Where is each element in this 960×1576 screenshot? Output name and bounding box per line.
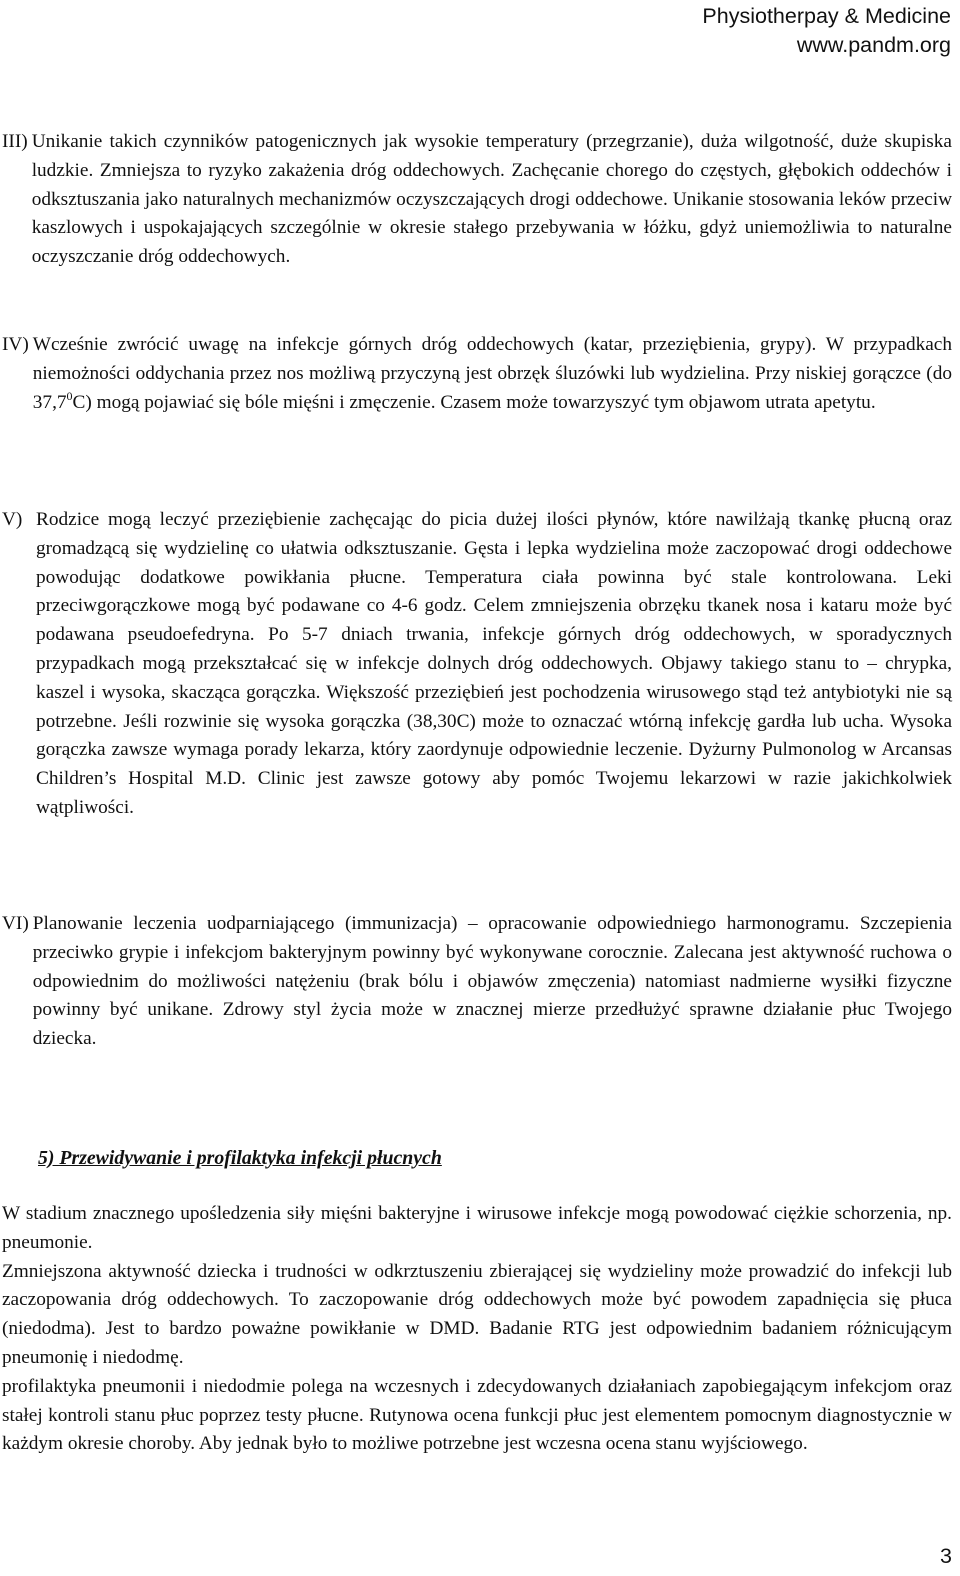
degree-superscript: 0 bbox=[66, 388, 73, 403]
page-header bbox=[702, 2, 951, 60]
section-number: III) bbox=[2, 131, 28, 152]
body-paragraph: Zmniejszona aktywność dziecka i trudności w odkrztuszeniu zbierającej się wydzieliny może prowadzić do infekcji lub zaczopowania dróg oddechowych. To zaczopowanie dróg oddechowych może być powodem zapadnięcia się płuca (niedodma). Jest to bardzo poważne powikłanie w DMD. Badanie RTG jest odpowiednim badaniem różnicującym pneumonię i niedodmę. bbox=[2, 1260, 952, 1368]
section-text: Rodzice mogą leczyć przeziębienie zachęcając do picia dużej ilości płynów, które nawilżają tkankę płucną oraz gromadzącą się wydzielinę co ułatwia odksztuszanie. Gęsta i lepka wydzielina może zaczopować drogi oddechowe powodując dodatkowe powikłania płucne. Temperatura ciała powinna być stale kontrolowana. Leki przeciwgorączkowe mogą być podawane co 4-6 godz. Celem zmniejszenia obrzęku tkanek nosa i kataru może być podawana pseudoefedryna. Po 5-7 dniach trwania, infekcje górnych dróg oddechowych, w sporadycznych przypadkach mogą przekształcać się w infekcje dolnych dróg oddechowych. Objawy takiego stanu to – chrypka, kaszel i wysoka, skacząca gorączka. Większość przeziębień jest pochodzenia wirusowego stąd też antybiotyki nie są potrzebne. Jeśli rozwinie się wysoka gorączka (38,30C) może to oznaczać wtórną infekcję gardła lub ucha. Wysoka gorączka zawsze wymaga porady lekarza, który zaordynuje odpowiednie leczenie. Dyżurny Pulmonolog w Arcansas Children’s Hospital M.D. Clinic jest zawsze gotowy aby pomóc Twojemu lekarzowi w razie jakichkolwiek wątpliwości. bbox=[36, 509, 952, 818]
section-number: IV) bbox=[2, 334, 29, 355]
section-heading: 5) Przewidywanie i profilaktyka infekcji płucnych bbox=[38, 1147, 442, 1169]
header-title: Physiotherpay & Medicine bbox=[702, 4, 951, 28]
section-number: VI) bbox=[2, 913, 29, 934]
section-text bbox=[33, 331, 952, 417]
section-iii bbox=[2, 128, 952, 272]
body-paragraph: profilaktyka pneumonii i niedodmie polega na wczesnych i zdecydowanych działaniach zapobiegającym infekcjom oraz stałej kontroli stanu płuc poprzez testy płucne. Rutynowa ocena funkcji płuc jest elementem pomocnym diagnostycznie w każdym okresie choroby. Aby jednak było to możliwe potrzebne jest wczesna ocena stanu wyjściowego. bbox=[2, 1375, 952, 1455]
section-iv bbox=[2, 331, 952, 417]
section-text: Unikanie takich czynników patogenicznych jak wysokie temperatury (przegrzanie), duża wilgotność, duże skupiska ludzkie. Zmniejsza to ryzyko zakażenia dróg oddechowych. Zachęcanie chorego do częstych, głębokich oddechów i odksztuszania jako naturalnych mechanizmów oczyszczających drogi oddechowe. Unikanie stosowania leków przeciw kaszlowych i uspokajających szczególnie w okresie stałego przebywania w łóżku, gdyż uniemożliwia to naturalne oczyszczanie dróg oddechowych. bbox=[31, 131, 952, 268]
section-number: V) bbox=[2, 509, 23, 530]
section-text-part2: C) mogą pojawiać się bóle mięśni i zmęczenie. Czasem może towarzyszyć tym objawom utrata apetytu. bbox=[72, 391, 876, 413]
header-url: www.pandm.org bbox=[796, 33, 951, 57]
page-number: 3 bbox=[940, 1544, 952, 1568]
section-v bbox=[2, 506, 952, 823]
body-paragraph: W stadium znacznego upośledzenia siły mięśni bakteryjne i wirusowe infekcje mogą powodować ciężkie schorzenia, np. pneumonie. bbox=[2, 1203, 952, 1253]
section-text-part1: Wcześnie zwrócić uwagę na infekcje górnych dróg oddechowych (katar, przeziębienia, grypy). W przypadkach niemożności oddychania przez nos możliwą przyczyną jest obrzęk śluzówki lub wydzielina. Przy niskiej gorączce (do 37,7 bbox=[32, 334, 952, 413]
section-text: Planowanie leczenia uodparniającego (immunizacja) – opracowanie odpowiedniego harmonogramu. Szczepienia przeciwko grypie i infekcjom bakteryjnym powinny być wykonywane corocznie. Zalecana jest aktywność ruchowa o odpowiednim do możliwości natężeniu (brak bólu i objawów zmęczenia) natomiast nadmierne wysiłki fizyczne powinny być unikane. Zdrowy styl życia może w znacznej mierze przedłużyć sprawne działanie płuc Twojego dziecka. bbox=[32, 913, 952, 1050]
section-vi bbox=[2, 910, 952, 1054]
body-text bbox=[2, 1200, 952, 1459]
